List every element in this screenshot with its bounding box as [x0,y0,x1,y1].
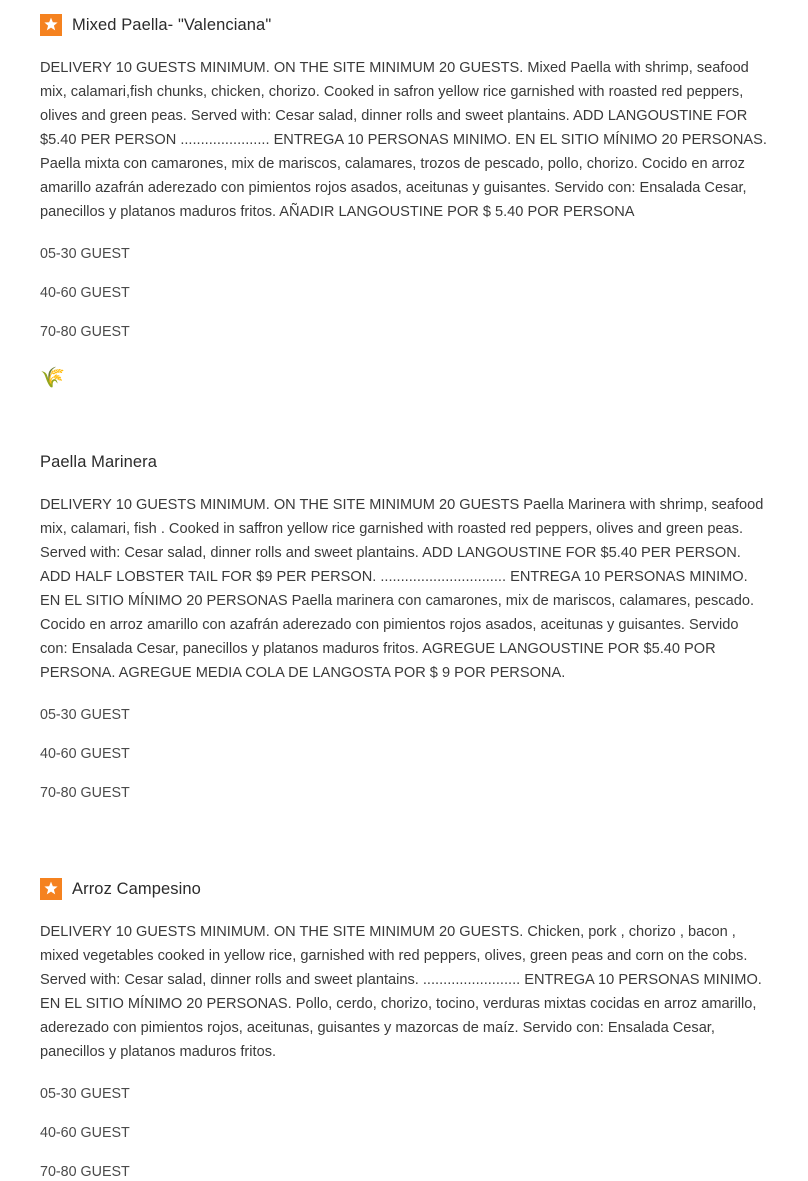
menu-item-variant[interactable]: 40-60 GUEST [40,746,130,762]
menu-item [40,437,768,802]
menu-item [40,0,768,393]
section-spacer [40,393,768,437]
menu-item-variant[interactable]: 70-80 GUEST [40,1164,130,1180]
menu-item-variant[interactable]: 40-60 GUEST [40,285,130,301]
section-spacer [40,846,768,864]
menu-item-variant[interactable]: 40-60 GUEST [40,1125,130,1141]
wheat-icon: 🌾 [40,367,65,389]
menu-item-title: Arroz Campesino [72,880,201,898]
menu-item-title: Mixed Paella- "Valenciana" [72,16,272,34]
menu-item-description: DELIVERY 10 GUESTS MINIMUM. ON THE SITE MINIMUM 20 GUESTS Paella Marinera with shrimp, seafood mix, calamari, fish . Cooked in saffron yellow rice garnished with roasted red peppers, olives and green peas. Served with: Cesar salad, dinner rolls and sweet plantains. ADD LANGOUSTINE FOR $5.40 PER PERSON. ADD HALF LOBSTER TAIL FOR $9 PER PERSON. ............................... ENTREGA 10 PERSONAS MINIMO. EN EL SITIO MÍNIMO 20 PERSONAS Paella marinera con camarones, mix de mariscos, calamares, pescado. Cocido en arroz amarillo con azafrán aderezado con pimientos rojos asados, aceitunas y guisantes. Servido con: Ensalada Cesar, panecillos y platanos maduros fritos. AGREGUE LANGOUSTINE POR $5.40 POR PERSONA. AGREGUE MEDIA COLA DE LANGOSTA POR $ 9 POR PERSONA. [40,497,764,681]
menu-item-variant[interactable]: 70-80 GUEST [40,785,130,801]
menu-item-header [40,874,768,904]
menu-item-header [40,10,768,40]
menu-item-header [40,447,768,477]
menu-item-description: DELIVERY 10 GUESTS MINIMUM. ON THE SITE MINIMUM 20 GUESTS. Mixed Paella with shrimp, seafood mix, calamari,fish chunks, chicken, chorizo. Cooked in safron yellow rice garnished with roasted red peppers, olives and green peas. Served with: Cesar salad, dinner rolls and sweet plantains. ADD LANGOUSTINE FOR $5.40 PER PERSON ...................... ENTREGA 10 PERSONAS MINIMO. EN EL SITIO MÍNIMO 20 PERSONAS. Paella mixta con camarones, mix de mariscos, calamares, trozos de pescado, pollo, chorizo. Cocido en arroz amarillo azafrán aderezado con pimientos rojos asados, aceitunas y guisantes. Servido con: Ensalada Cesar, panecillos y platanos maduros fritos. AÑADIR LANGOUSTINE POR $ 5.40 POR PERSONA [40,60,767,220]
section-spacer [40,802,768,846]
star-icon [40,14,62,36]
menu-item-description: DELIVERY 10 GUESTS MINIMUM. ON THE SITE MINIMUM 20 GUESTS. Chicken, pork , chorizo , bacon , mixed vegetables cooked in yellow rice, garnished with red peppers, olives, green peas and corn on the cobs. Served with: Cesar salad, dinner rolls and sweet plantains. ........................ ENTREGA 10 PERSONAS MINIMO. EN EL SITIO MÍNIMO 20 PERSONAS. Pollo, cerdo, chorizo, tocino, verduras mixtas cocidas en arroz amarillo, aderezado con pimientos rojos, aceitunas, guisantes y mazorcas de maíz. Servido con: Ensalada Cesar, panecillos y platanos maduros fritos. [40,924,762,1060]
menu-item-variant[interactable]: 70-80 GUEST [40,324,130,340]
menu-item-title: Paella Marinera [40,453,158,471]
menu-item-variant[interactable]: 05-30 GUEST [40,246,130,262]
menu-item-variant[interactable]: 05-30 GUEST [40,1086,130,1102]
menu-item [40,864,768,1181]
menu-item-variant[interactable]: 05-30 GUEST [40,707,130,723]
star-icon [40,878,62,900]
